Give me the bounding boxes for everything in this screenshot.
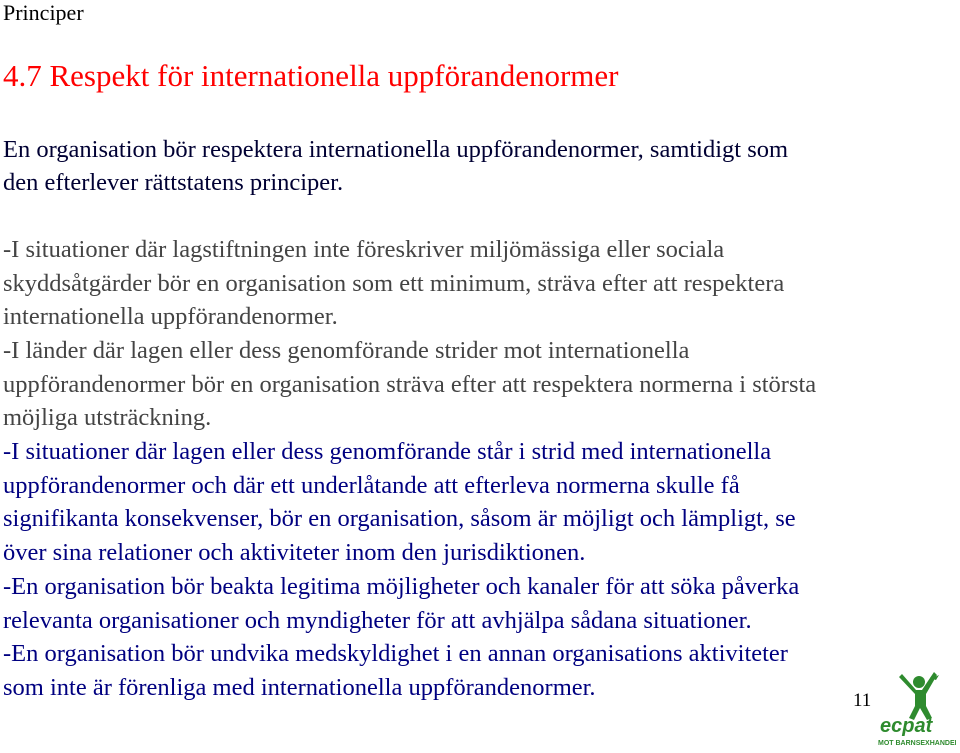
paragraph-line: relevanta organisationer och myndigheter för att avhjälpa sådana situationer. xyxy=(3,606,752,634)
logo-tagline: MOT BARNSEXHANDEL xyxy=(878,740,956,747)
logo-wordmark: ecpat xyxy=(880,715,933,737)
page-heading: 4.7 Respekt för internationella uppförandenormer xyxy=(3,58,619,93)
paragraph-line: uppförandenormer och där ett underlåtande att efterleva normerna skulle få xyxy=(3,471,740,499)
paragraph-line: internationella uppförandenormer. xyxy=(3,303,338,330)
ecpat-logo xyxy=(872,668,956,748)
ecpat-logo-graphic xyxy=(872,668,956,748)
intro-paragraph xyxy=(3,133,933,199)
paragraph-line: skyddsåtgärder bör en organisation som ett minimum, sträva efter att respektera xyxy=(3,269,785,297)
paragraph-line: -En organisation bör beakta legitima möjligheter och kanaler för att söka påverka xyxy=(3,573,800,600)
paragraph-line: -En organisation bör undvika medskyldighet i en annan organisations aktiviteter xyxy=(3,640,788,667)
paragraph-line: uppförandenormer bör en organisation sträva efter att respektera normerna i största xyxy=(3,370,817,398)
page-number: 11 xyxy=(853,690,872,711)
paragraph-line: -I situationer där lagstiftningen inte föreskriver miljömässiga eller sociala xyxy=(3,236,725,263)
paragraph-line: möjliga utsträckning. xyxy=(3,404,212,431)
paragraph-legislation xyxy=(3,233,948,334)
paragraph-line: över sina relationer och aktiviteter inom den jurisdiktionen. xyxy=(3,538,586,566)
paragraph-line: -I länder där lagen eller dess genomförande strider mot internationella xyxy=(3,337,690,364)
intro-line: En organisation bör respektera internationella uppförandenormer, samtidigt som xyxy=(3,136,789,163)
paragraph-line: som inte är förenliga med internationella uppförandenormer. xyxy=(3,673,596,701)
section-label: Principer xyxy=(3,0,84,25)
paragraph-countries xyxy=(3,334,948,435)
paragraph-line: -I situationer där lagen eller dess genomförande står i strid med internationella xyxy=(3,438,772,465)
paragraph-conflict xyxy=(3,435,948,569)
paragraph-influence xyxy=(3,570,948,704)
paragraph-line: signifikanta konsekvenser, bör en organisation, såsom är möjligt och lämpligt, se xyxy=(3,505,796,532)
intro-line: den efterlever rättstatens principer. xyxy=(3,169,344,196)
